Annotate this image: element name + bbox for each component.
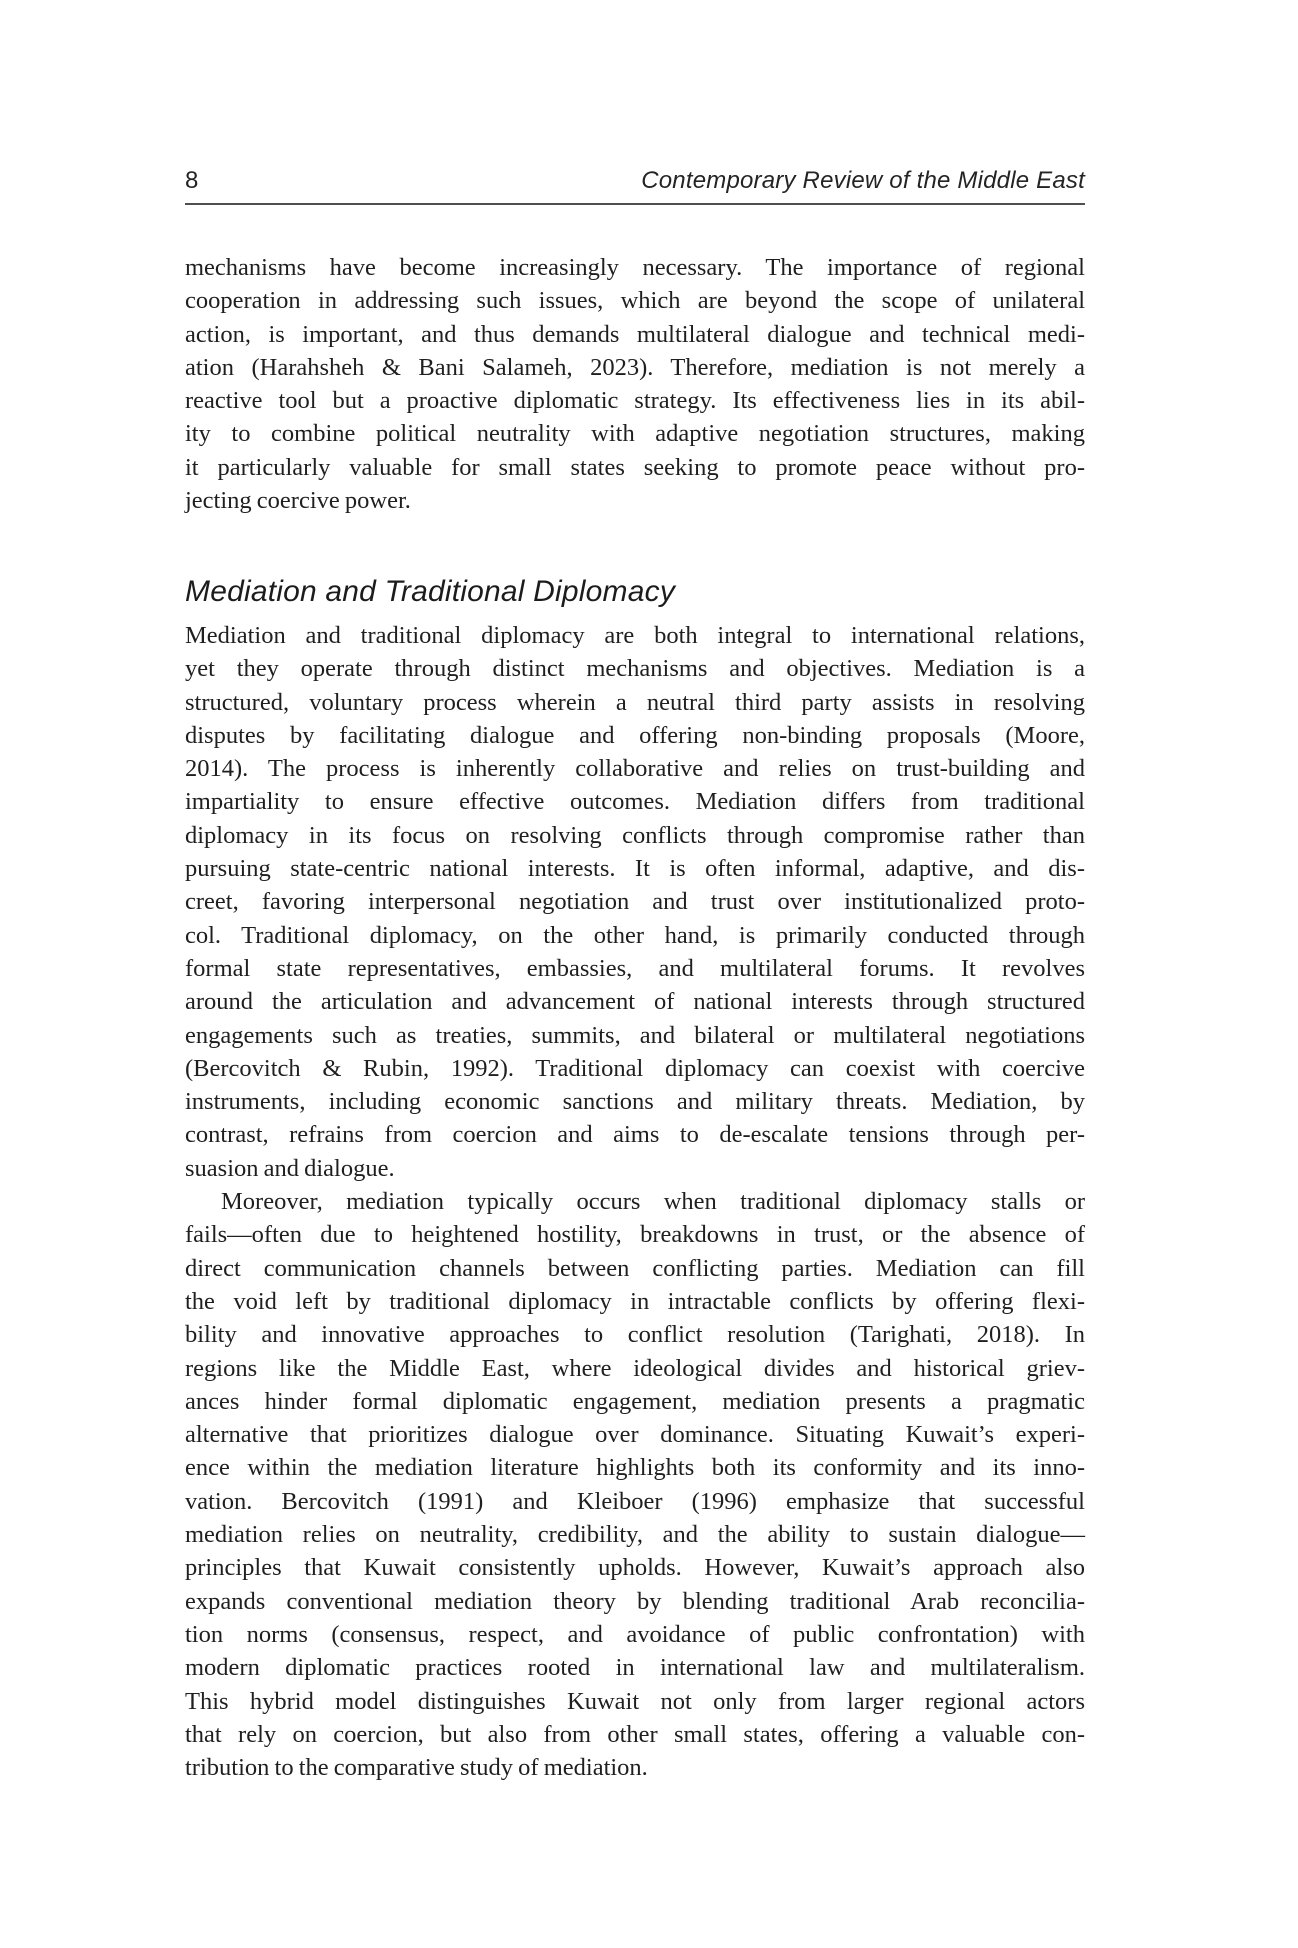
text-line: vation. Bercovitch (1991) and Kleiboer (1996) emphasize that successful [185, 1487, 1085, 1515]
text-line: yet they operate through distinct mechanisms and objectives. Mediation is a [185, 655, 1085, 683]
header-rule [185, 203, 1085, 205]
text-line: suasion and dialogue. [185, 1154, 395, 1182]
paragraph [185, 619, 1085, 1185]
text-line: fails—often due to heightened hostility, breakdowns in trust, or the absence of [185, 1221, 1085, 1249]
text-line: principles that Kuwait consistently upholds. However, Kuwait’s approach also [185, 1554, 1085, 1582]
page-number: 8 [185, 167, 199, 194]
text-line: regions like the Middle East, where ideological divides and historical griev- [185, 1354, 1085, 1382]
text-line: Mediation and traditional diplomacy are both integral to international relations, [185, 622, 1085, 649]
text-line: engagements such as treaties, summits, and bilateral or multilateral negotiations [185, 1021, 1085, 1049]
text-line: alternative that prioritizes dialogue over dominance. Situating Kuwait’s experi- [185, 1421, 1085, 1449]
text-line: expands conventional mediation theory by blending traditional Arab reconcilia- [185, 1587, 1085, 1615]
text-line: Moreover, mediation typically occurs when traditional diplomacy stalls or [221, 1188, 1085, 1216]
text-line: contrast, refrains from coercion and aims to de-escalate tensions through per- [185, 1121, 1085, 1149]
text-line: cooperation in addressing such issues, which are beyond the scope of unilateral [185, 287, 1085, 315]
text-line: tribution to the comparative study of mediation. [185, 1754, 648, 1782]
text-line: ence within the mediation literature highlights both its conformity and its inno- [185, 1454, 1085, 1482]
text-line: it particularly valuable for small states seeking to promote peace without pro- [185, 453, 1085, 481]
text-line: This hybrid model distinguishes Kuwait not only from larger regional actors [185, 1687, 1085, 1715]
text-line: instruments, including economic sanctions and military threats. Mediation, by [185, 1088, 1085, 1116]
text-line: pursuing state-centric national interests. It is often informal, adaptive, and dis- [185, 855, 1085, 883]
text-line: formal state representatives, embassies, and multilateral forums. It revolves [185, 954, 1085, 982]
text-line: that rely on coercion, but also from other small states, offering a valuable con- [185, 1720, 1085, 1748]
text-line: ation (Harahsheh & Bani Salameh, 2023). Therefore, mediation is not merely a [185, 353, 1085, 381]
text-line: tion norms (consensus, respect, and avoidance of public confrontation) with [185, 1620, 1085, 1648]
text-line: col. Traditional diplomacy, on the other hand, is primarily conducted through [185, 921, 1085, 949]
text-line: (Bercovitch & Rubin, 1992). Traditional diplomacy can coexist with coercive [185, 1054, 1085, 1082]
text-line: mechanisms have become increasingly necessary. The importance of regional [185, 254, 1085, 281]
text-line: impartiality to ensure effective outcomes. Mediation differs from traditional [185, 788, 1085, 816]
text-line: structured, voluntary process wherein a neutral third party assists in resolving [185, 688, 1085, 716]
journal-title: Contemporary Review of the Middle East [641, 167, 1085, 194]
running-header [185, 167, 1085, 195]
section-heading: Mediation and Traditional Diplomacy [185, 574, 676, 608]
text-line: creet, favoring interpersonal negotiation and trust over institutionalized proto- [185, 888, 1085, 916]
paragraph [185, 1185, 1085, 1784]
text-line: the void left by traditional diplomacy in intractable conflicts by offering flexi- [185, 1287, 1085, 1315]
text-line: ances hinder formal diplomatic engagement, mediation presents a pragmatic [185, 1387, 1085, 1415]
text-line: bility and innovative approaches to conflict resolution (Tarighati, 2018). In [185, 1321, 1085, 1349]
text-line: around the articulation and advancement of national interests through structured [185, 988, 1085, 1016]
text-line: ity to combine political neutrality with adaptive negotiation structures, making [185, 420, 1085, 448]
text-line: jecting coercive power. [185, 487, 411, 515]
text-line: mediation relies on neutrality, credibility, and the ability to sustain dialogue— [185, 1521, 1085, 1549]
paragraph-continuation [185, 251, 1085, 517]
text-line: disputes by facilitating dialogue and offering non-binding proposals (Moore, [185, 721, 1085, 749]
text-line: action, is important, and thus demands multilateral dialogue and technical medi- [185, 320, 1085, 348]
text-line: reactive tool but a proactive diplomatic strategy. Its effectiveness lies in its abil- [185, 387, 1085, 415]
section-body [185, 619, 1085, 1784]
text-line: modern diplomatic practices rooted in international law and multilateralism. [185, 1654, 1085, 1682]
text-line: diplomacy in its focus on resolving conflicts through compromise rather than [185, 821, 1085, 849]
text-line: direct communication channels between conflicting parties. Mediation can fill [185, 1254, 1085, 1282]
text-line: 2014). The process is inherently collaborative and relies on trust-building and [185, 755, 1085, 783]
